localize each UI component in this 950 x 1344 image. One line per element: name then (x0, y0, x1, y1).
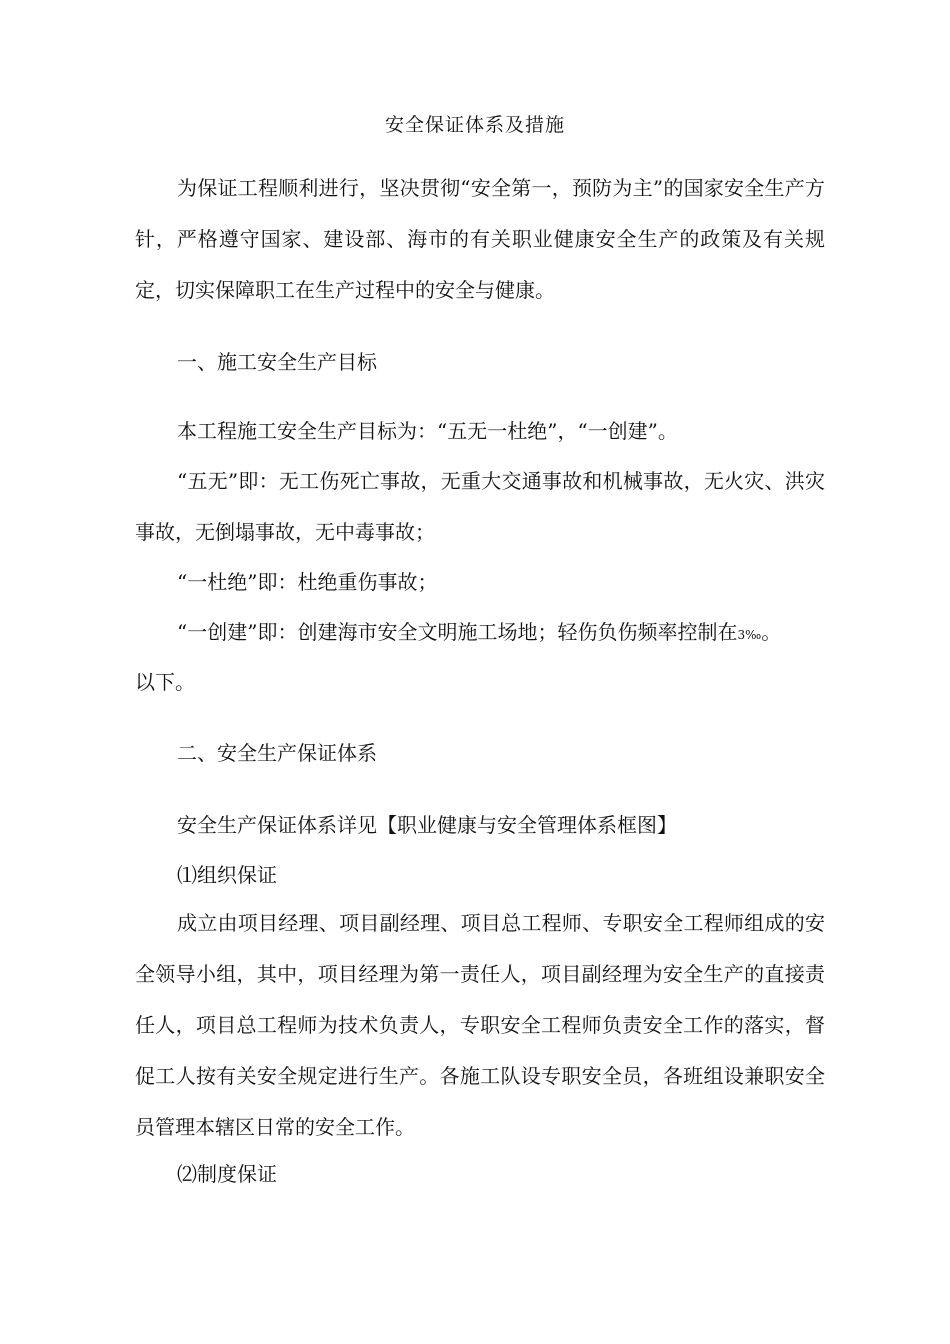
org-guarantee-paragraph: 成立由项目经理、项目副经理、项目总工程师、专职安全工程师组成的安全领导小组，其中，项目经理为第一责任人，项目副经理为安全生产的直接责任人，项目总工程师为技术负责人，专职安全工程师负责安全工作的落实，督促工人按有关安全规定进行生产。各施工队设专职安全员，各班组设兼职安全员管理本辖区日常的安全工作。 (135, 911, 825, 1139)
safety-goal-text: 本工程施工安全生产目标为：“五无一杜绝”，“一创建”。 (177, 419, 678, 443)
system-guarantee-heading: ⑵制度保证 (177, 1162, 277, 1186)
one-create-line (135, 617, 867, 650)
one-eliminate-text: “一杜绝”即：杜绝重伤事故； (177, 570, 438, 594)
intro-paragraph: 为保证工程顺利进行，坚决贯彻“安全第一，预防为主”的国家安全生产方针，严格遵守国家、建设部、海市的有关职业健康安全生产的政策及有关规定，切实保障职工在生产过程中的安全与健康。 (135, 176, 825, 302)
one-create-continuation: 以下。 (135, 670, 195, 694)
section1-heading: 一、施工安全生产目标 (177, 350, 377, 374)
system-reference-text: 安全生产保证体系详见【职业健康与安全管理体系框图】 (177, 813, 677, 837)
org-guarantee-heading: ⑴组织保证 (177, 863, 277, 887)
injury-rate-value: 3‰ (737, 628, 762, 642)
one-create-period: 。 (761, 620, 782, 644)
one-create-text: “一创建”即：创建海市安全文明施工场地；轻伤负伤频率控制在 (177, 620, 738, 644)
document-title: 安全保证体系及措施 (384, 114, 565, 136)
section2-heading: 二、安全生产保证体系 (177, 741, 377, 765)
five-none-paragraph: “五无”即：无工伤死亡事故，无重大交通事故和机械事故，无火灾、洪灾事故，无倒塌事故，无中毒事故； (135, 469, 825, 544)
